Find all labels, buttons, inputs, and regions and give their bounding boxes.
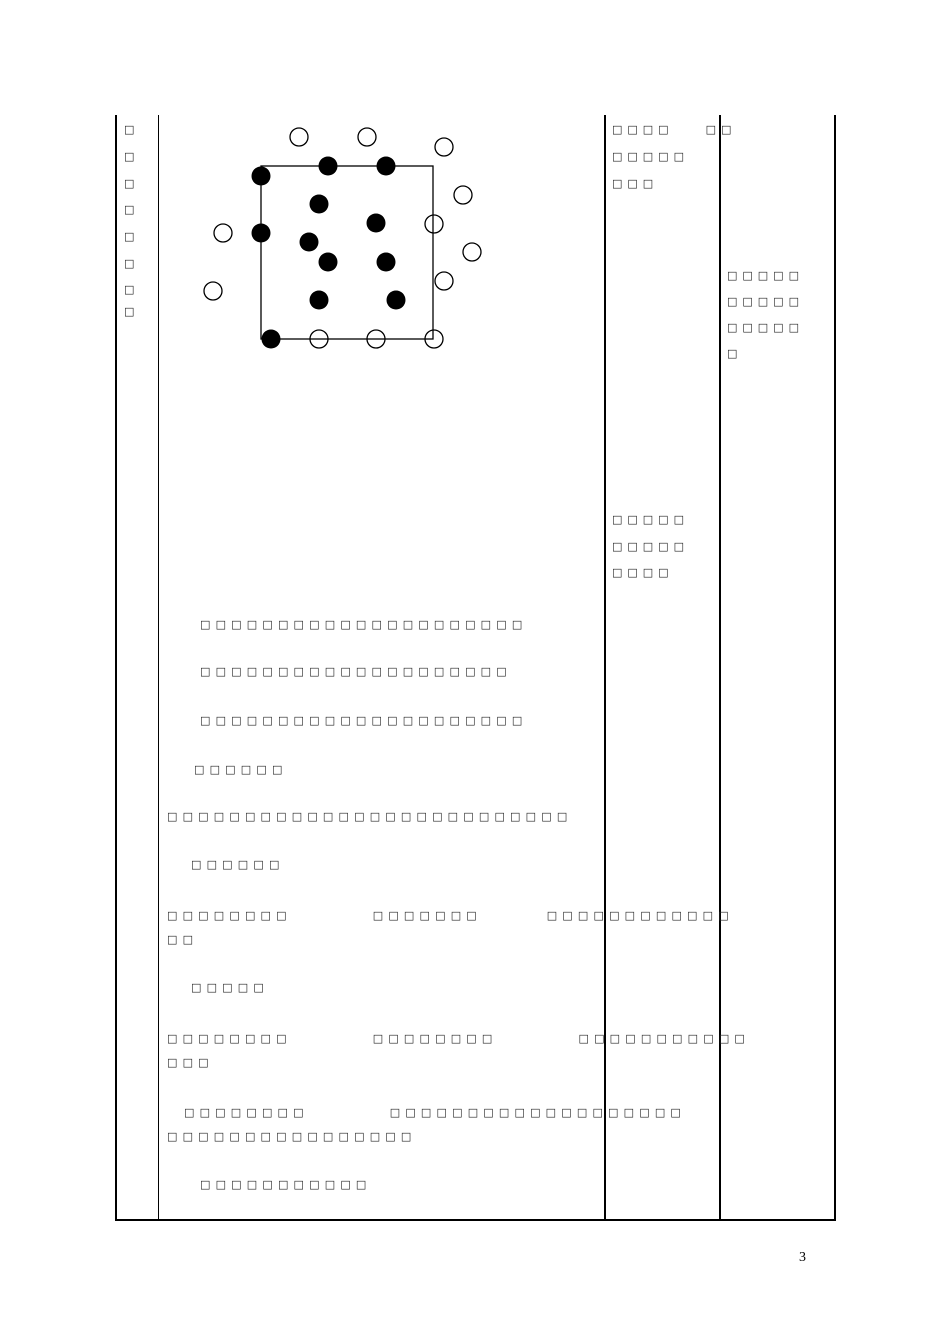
column1-char: □ [124, 305, 135, 318]
hollow-dot [425, 215, 443, 233]
hollow-dot [435, 138, 453, 156]
column3-line: □□□ [612, 177, 659, 190]
body-line: □□ [167, 933, 199, 946]
column1-char: □ [124, 203, 135, 216]
filled-dot [300, 233, 319, 252]
column4-line: □ [727, 347, 743, 360]
body-line: □□□□□□□□ □□□□□□□□ □□□□□□□□□□□ [167, 1032, 751, 1045]
column3-line: □□□□ □□ [612, 123, 737, 136]
column1-char: □ [124, 283, 135, 296]
column1-char: □ [124, 123, 135, 136]
filled-dot [262, 330, 281, 349]
body-line: □□□□□ [191, 981, 269, 994]
hollow-dot [358, 128, 376, 146]
body-line: □□□□□□□□□□□□□□□□□□□□□ [200, 714, 528, 727]
column4-line: □□□□□ [727, 321, 804, 334]
filled-dot [387, 291, 406, 310]
filled-dot [377, 157, 396, 176]
hollow-dot [435, 272, 453, 290]
column1-char: □ [124, 177, 135, 190]
column1-char: □ [124, 150, 135, 163]
body-line: □□□ [167, 1056, 214, 1069]
hollow-dot [454, 186, 472, 204]
body-line: □□□□□□□□ □□□□□□□□□□□□□□□□□□□ [184, 1106, 687, 1119]
filled-dot [319, 253, 338, 272]
filled-dot [367, 214, 386, 233]
body-line: □□□□□□□□□□□□□□□□□□□□□□□□□□ [167, 810, 573, 823]
body-line: □□□□□□ [194, 763, 288, 776]
column1-char: □ [124, 230, 135, 243]
diagram-square [261, 166, 433, 339]
body-line: □□□□□□ [191, 858, 285, 871]
filled-dot [252, 224, 271, 243]
column3-line: □□□□□ [612, 150, 689, 163]
column1-char: □ [124, 257, 135, 270]
column4-line: □□□□□ [727, 295, 804, 308]
filled-dot [252, 167, 271, 186]
hollow-dot [214, 224, 232, 242]
body-line: □□□□□□□□□□□□□□□□□□□□□ [200, 618, 528, 631]
filled-dot [377, 253, 396, 272]
body-line: □□□□□□□□□□□□□□□□□□□□ [200, 665, 512, 678]
body-line: □□□□□□□□□□□ [200, 1178, 372, 1191]
column3-line: □□□□ [612, 566, 674, 579]
hollow-dot [290, 128, 308, 146]
column4-line: □□□□□ [727, 269, 804, 282]
filled-dot [310, 291, 329, 310]
body-line: □□□□□□□□□□□□□□□□ [167, 1130, 417, 1143]
hollow-dot [463, 243, 481, 261]
body-line: □□□□□□□□ □□□□□□□ □□□□□□□□□□□□ [167, 909, 734, 922]
page-number: 3 [799, 1250, 806, 1265]
filled-dot [310, 195, 329, 214]
hollow-dot [204, 282, 222, 300]
filled-dot [319, 157, 338, 176]
column3-line: □□□□□ [612, 540, 689, 553]
column3-line: □□□□□ [612, 513, 689, 526]
